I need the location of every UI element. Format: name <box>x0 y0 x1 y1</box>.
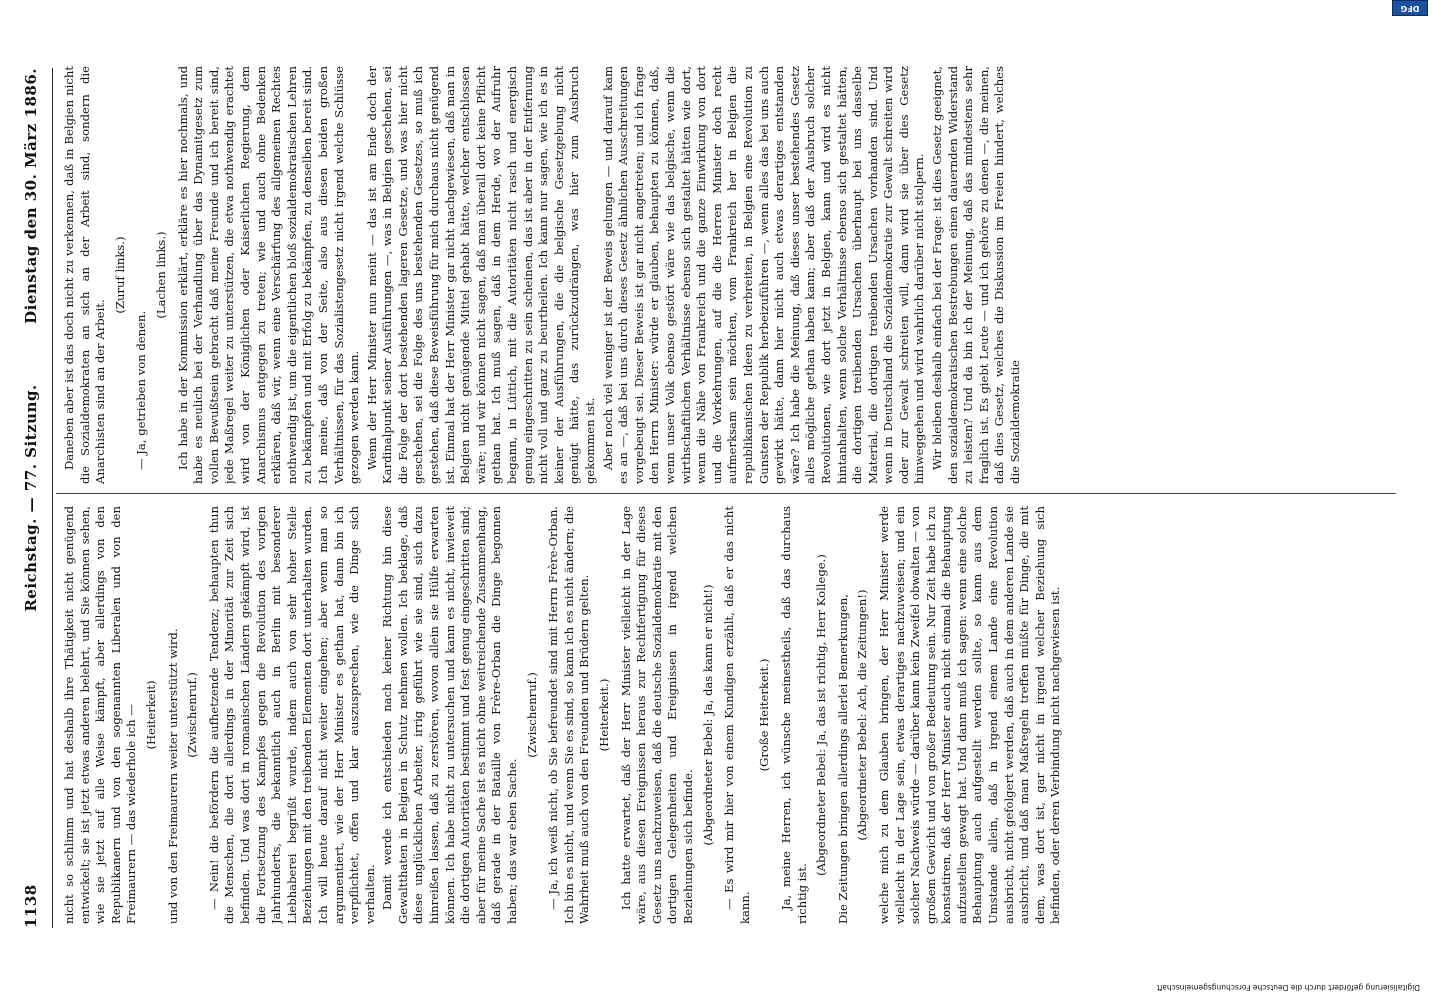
page-title: Reichstag. — 77. Sitzung. <box>22 384 40 612</box>
digitization-credit-text: Digitalisierung gefördert durch die Deutsche Forschungsgemeinschaft <box>1156 983 1420 992</box>
left-column-interjection: (Abgeordneter Bebel: Ja, das ist richtig, Herr Kollege.) <box>814 554 829 876</box>
left-column-interjection: (Zwischenruf.) <box>185 672 200 758</box>
digitization-credit <box>1156 970 1420 992</box>
right-column-paragraph: Ich habe in der Kommission erklärt, erkläre es hier nochmals, und habe es neulich bei der Verhandlung über das Dynamitgesetz zum vollen Bewußtsein gebracht daß meine Freunde und ich bereit sind, jede Maßregel weiter zu unterstützen, die etwa nothwendig erachtet wird von der Königlichen oder Kaiserlichen Regierung, dem Anarchismus entgegen zu treten; wie und auch ohne Bedenken erklären, daß wir, wenn eine Verschärfung des allgemeinen Rechtes nothwendig ist, um die eigentlichen bloß sozialdemokratischen Lehren zu bekämpfen und mit Erfolg zu bekämpfen, zu denselben bereit sind. Ich meine, daß von der Seite, also aus diesen beiden großen Verhältnissen, für das Sozialistengesetz nicht irgend welche Schlüsse gezogen werden kann. <box>175 66 362 484</box>
right-column-paragraph: Daneben aber ist das doch nicht zu verkennen, daß in Belgien nicht die Sozialdemokraten an sich an der Arbeit sind, sondern die Anarchisten sind an der Arbeit. <box>62 66 108 484</box>
left-column-paragraph: welche mich zu dem Glauben bringen, der Herr Minister werde vielleicht in der Lage sein, etwas derartiges nachzuweisen; und ein solcher Nachweis würde — darüber kann kein Zweifel obwalten — von großem Gewicht und von großer Bedeutung sein. Nur Zeit habe ich zu konstatiren, daß der Herr Minister auch nicht einmal die Behauptung aufzustellen gewagt hat. Und dann muß ich sagen: wenn eine solche Behauptung auch aufgestellt werden sollte, so kann aus dem Umstande allein, daß in irgend einem Lande eine Revolution ausbricht, nicht gefolgert werden, daß auch in dem anderen Lande sie ausbricht, und daß man Maßregeln treffen müßte für Dinge, die mit dem, was dort ist, gar nicht in irgend welcher Beziehung sich befinden, oder deren Verbindung nicht nachgewiesen ist. <box>876 506 1063 924</box>
left-column-paragraph: und von den Freimaurern weiter unterstützt wird. <box>165 628 180 924</box>
left-column-interjection: (Abgeordneter Bebel: Ach, die Zeitungen!) <box>855 589 870 841</box>
left-column-interjection: (Große Heiterkeit.) <box>757 658 772 772</box>
page-header <box>20 68 46 928</box>
right-column-paragraph: Wenn der Herr Minister nun meint — das ist am Ende doch der Kardinalpunkt seiner Ausführungen —, was in Belgien geschehen, sei die Folge der dort bestehenden lageren Gesetze, und was hier nicht geschehen, sei die Folge des uns bestehenden Gesetzes, so muß ich gestehen, daß diese Beweisführung für mich durchaus nicht genügend ist. Einmal hat der Herr Minister gar nicht nachgewiesen, daß man in Belgien nicht genügende Mittel gehabt hätte, welcher entschlossen wäre; und wir können nicht sagen, daß man überall dort keine Pflicht gethan hat. Ich muß sagen, daß in dem Herde, wo der Aufruhr begann, in Lüttich, mit die Autoritäten nicht rasch und energisch genug eingeschritten zu sein scheinen, das ist aber in der Entfernung nicht voll und ganz zu beurtheilen. Ich kann nur sagen, wie ich es in keiner der Ausführungen, die die belgische Gesetzgebung nicht genügt hätte, das zurückzudrängen, was hier zum Ausbruch gekommen ist. <box>364 66 597 484</box>
dfg-logo-icon <box>1392 0 1428 16</box>
left-column-paragraph: — Ja, ich weiß nicht, ob Sie befreundet sind mit Herrn Frère-Orban. Ich bin es nicht, und wenn Sie es sind, so kann ich es nicht ändern; die Wahrheit muß auch von den Freunden und Brüdern gelten. <box>546 506 592 924</box>
left-column-paragraph: Damit werde ich entschieden nach keiner Richtung hin diese Gewaltthaten in Belgien in Schutz nehmen wollen. Ich beklage, daß diese unglücklichen Arbeiter, irrig geführt wie sie sind, sich dazu hinreißen lassen, daß zu zerstören, wovon allein sie Hülfe erwarten können. Ich habe nicht zu untersuchen und kann es nicht, inwieweit die dortigen Autoritäten bestimmt und fest genug eingeschritten sind; aber für meine Sache ist es nicht ohne weitreichende Zusammenhang, daß gerade in der Bataille von Frère-Orban die Dinge begonnen haben; das war eben Sache. <box>380 506 520 924</box>
column-divider <box>56 493 1396 494</box>
right-column-interjection: (Lachen links.) <box>153 231 168 319</box>
left-text-column <box>62 506 1392 924</box>
right-column-paragraph: Aber noch viel weniger ist der Beweis gelungen — und darauf kam es an —, daß bei uns durch dieses Gesetz ähnlichen Ausschreitungen vorgebeugt sei. Dieser Beweis ist gar nicht angetreten; und ich frage den Herrn Minister: würde er glauben, behaupten zu können, daß, wenn unser Volk ebenso gestört wäre wie das belgische, wenn die wirthschaftlichen Verhältnisse ebenso sich gestaltet hätten wie dort, wenn die Nähe von Frankreich und die ganze Einwirkung von dort und die Vorkehrungen, auf die die Herren Minister doch recht aufmerksam sein möchten, vom Frankreich her in Belgien die republikanischen Ideen zu verbreiten, in Belgien eine Revolution zu Gunsten der Republik herbeizuführen —, wenn alles das bei uns auch gewirkt hätte, dann hier nicht auch etwas derartiges entstanden wäre? Ich habe die Meinung, daß dieses unser bestehendes Gesetz alles mögliche gethan haben kann; aber daß der Ausbruch solcher Revolutionen, wie dort jetzt in Belgien, kann und wird es nicht hintanhalten, wenn solche Verhältnisse ebenso sich gestaltet hätten, die dortigen treibenden Ursachen überhaupt bei uns dasselbe Material, die dortigen treibenden Ursachen vorhanden sind. Und wenn in Deutschland die Sozialdemokratie zur Gewalt schreiten wird oder zur Gewalt schreiten will, dann wird sie über dies Gesetz hinweggehen und wird wahrlich darüber nicht stolpern. <box>600 66 927 484</box>
right-column-paragraph: — Ja, getrieben von denen. <box>134 310 149 470</box>
left-column-interjection: (Heiterkeit.) <box>597 678 611 752</box>
right-column-interjection: (Zuruf links.) <box>112 236 127 314</box>
left-column-paragraph: Ja, meine Herren, ich wünsche meinestheils, daß das durchaus richtig ist. <box>778 506 809 924</box>
left-column-interjection: (Abgeordneter Bebel: Ja, das kann er nicht!) <box>700 584 715 846</box>
left-column-paragraph: Ich hatte erwartet, daß der Herr Minister vielleicht in der Lage wäre, aus diesen Ereignissen heraus zur Rechtfertigung für dieses Gesetz uns nachzuweisen, daß die deutsche Sozialdemokratie mit den dortigen Gelegenheiten und Ereignissen in irgend welchen Beziehungen sich befinde. <box>618 506 695 924</box>
header-rule <box>52 68 53 928</box>
left-column-paragraph: — Es wird mir hier von einem Kundigen erzählt, daß er das nicht kann. <box>722 506 752 924</box>
right-text-column <box>62 66 1392 484</box>
dfg-logo-text: DFG <box>1400 4 1420 13</box>
left-column-paragraph: — Nein! die befördern die aufhetzende Tendenz; behaupten thun die Menschen, die dort allerdings in der Minorität zur Zeit sich befinden. Und was dort in romanischen Ländern gekämpft wird, ist die Fortsetzung des Kampfes gegen die Revolution des vorigen Jahrhunderts, die bekanntlich auch in Berlin mit besonderer Liebhaberei begrüßt wurde, indem auch von sehr hoher Stelle Beziehungen mit den treibenden Elementen dort unterhalten wurden. Ich will heute darauf nicht weiter eingehen; aber wenn man so argumentiert, wie der Herr Minister es gethan hat, dann bin ich verpflichtet, offen und klar auszusprechen, wie die Dinge sich verhalten. <box>206 506 377 924</box>
page-number: 1138 <box>22 884 40 928</box>
right-column-paragraph: Wir bleiben deshalb einfach bei der Frage: ist dies Gesetz geeignet, den sozialdemokratischen Bestrebungen einen dauernden Widerstand zu leisten? Und da bin ich der Meinung, daß das mindestens sehr fraglich ist. Es giebt Leute — und ich gehöre zu denen —, die meinen, daß dies Gesetz, welches die Diskussion im Freien hindert, welches die Sozialdemokratie <box>930 66 1023 484</box>
session-date: Dienstag den 30. März 1886. <box>22 68 40 324</box>
left-column-interjection: (Zwischenruf.) <box>524 672 539 758</box>
left-column-paragraph: Die Zeitungen bringen allerdings allerlei Bemerkungen, <box>835 593 850 924</box>
left-column-paragraph: nicht so schlimm und hat deshalb ihre Thätigkeit nicht genügend entwickelt; sie ist jetzt etwas anderen belehrt, und Sie können sehen, wie sie jetzt auf alle Weise kämpft, aber allerdings von den Republikanern und von den sogenannten Liberalen und von den Freimaurern — das wiederhole ich — <box>62 506 139 924</box>
left-column-interjection: (Heiterkeit) <box>143 680 158 750</box>
